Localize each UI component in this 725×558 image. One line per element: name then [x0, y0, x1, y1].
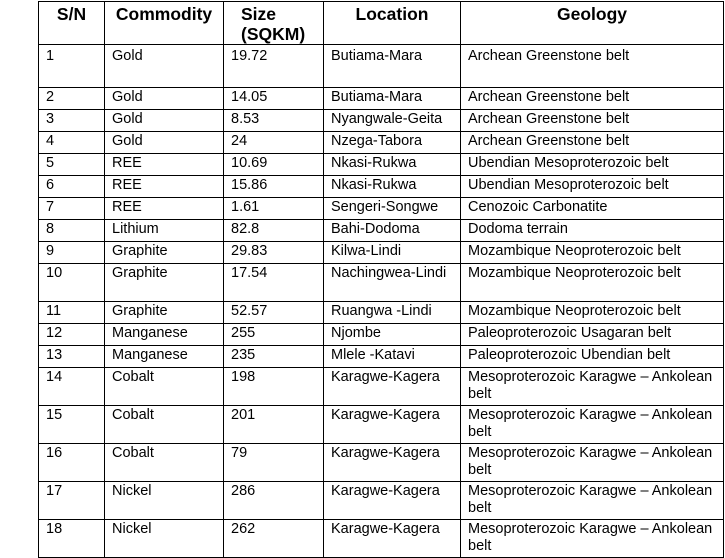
- cell-sn: 9: [39, 242, 105, 264]
- cell-geology: Mesoproterozoic Karagwe – Ankolean belt: [461, 520, 724, 558]
- cell-size: 19.72: [224, 45, 324, 88]
- cell-size: 52.57: [224, 302, 324, 324]
- cell-size: 29.83: [224, 242, 324, 264]
- cell-sn: 1: [39, 45, 105, 88]
- table-row: [39, 154, 724, 176]
- cell-location: Karagwe-Kagera: [324, 368, 461, 406]
- cell-commodity: Gold: [105, 88, 224, 110]
- header-size-line1: Size: [241, 4, 277, 24]
- cell-sn: 15: [39, 406, 105, 444]
- cell-sn: 11: [39, 302, 105, 324]
- table-row: [39, 220, 724, 242]
- cell-commodity: Lithium: [105, 220, 224, 242]
- cell-commodity: Manganese: [105, 324, 224, 346]
- table-row: [39, 110, 724, 132]
- cell-size: 24: [224, 132, 324, 154]
- cell-size: 262: [224, 520, 324, 558]
- table-row: [39, 132, 724, 154]
- cell-geology: Archean Greenstone belt: [461, 45, 724, 88]
- table-row: [39, 302, 724, 324]
- header-location: Location: [324, 2, 461, 45]
- cell-geology: Mesoproterozoic Karagwe – Ankolean belt: [461, 368, 724, 406]
- cell-commodity: Cobalt: [105, 368, 224, 406]
- cell-commodity: Gold: [105, 110, 224, 132]
- cell-size: 8.53: [224, 110, 324, 132]
- cell-location: Mlele -Katavi: [324, 346, 461, 368]
- cell-size: 235: [224, 346, 324, 368]
- cell-size: 10.69: [224, 154, 324, 176]
- table-row: [39, 264, 724, 302]
- cell-location: Sengeri-Songwe: [324, 198, 461, 220]
- table-row: [39, 45, 724, 88]
- cell-geology: Mesoproterozoic Karagwe – Ankolean belt: [461, 444, 724, 482]
- cell-commodity: Graphite: [105, 242, 224, 264]
- cell-sn: 12: [39, 324, 105, 346]
- cell-sn: 3: [39, 110, 105, 132]
- cell-size: 198: [224, 368, 324, 406]
- cell-commodity: Cobalt: [105, 444, 224, 482]
- cell-sn: 13: [39, 346, 105, 368]
- cell-geology: Ubendian Mesoproterozoic belt: [461, 176, 724, 198]
- table-row: [39, 406, 724, 444]
- cell-sn: 2: [39, 88, 105, 110]
- cell-commodity: Nickel: [105, 520, 224, 558]
- cell-size: 1.61: [224, 198, 324, 220]
- cell-commodity: REE: [105, 176, 224, 198]
- cell-sn: 16: [39, 444, 105, 482]
- cell-commodity: REE: [105, 154, 224, 176]
- cell-geology: Ubendian Mesoproterozoic belt: [461, 154, 724, 176]
- header-sn: S/N: [39, 2, 105, 45]
- cell-size: 17.54: [224, 264, 324, 302]
- cell-sn: 17: [39, 482, 105, 520]
- cell-location: Nyangwale-Geita: [324, 110, 461, 132]
- cell-commodity: REE: [105, 198, 224, 220]
- cell-location: Nzega-Tabora: [324, 132, 461, 154]
- cell-sn: 6: [39, 176, 105, 198]
- cell-geology: Archean Greenstone belt: [461, 110, 724, 132]
- cell-location: Njombe: [324, 324, 461, 346]
- cell-location: Butiama-Mara: [324, 88, 461, 110]
- cell-sn: 4: [39, 132, 105, 154]
- cell-location: Karagwe-Kagera: [324, 482, 461, 520]
- table-row: [39, 198, 724, 220]
- header-size: [224, 2, 324, 45]
- cell-location: Kilwa-Lindi: [324, 242, 461, 264]
- cell-commodity: Manganese: [105, 346, 224, 368]
- table-header-row: [39, 2, 724, 45]
- table-body: [39, 45, 724, 558]
- cell-commodity: Cobalt: [105, 406, 224, 444]
- cell-geology: Dodoma terrain: [461, 220, 724, 242]
- cell-sn: 7: [39, 198, 105, 220]
- cell-size: 79: [224, 444, 324, 482]
- cell-commodity: Gold: [105, 45, 224, 88]
- table-row: [39, 482, 724, 520]
- cell-geology: Paleoproterozoic Ubendian belt: [461, 346, 724, 368]
- table-row: [39, 242, 724, 264]
- table-row: [39, 520, 724, 558]
- cell-commodity: Gold: [105, 132, 224, 154]
- cell-geology: Mozambique Neoproterozoic belt: [461, 242, 724, 264]
- table-row: [39, 444, 724, 482]
- cell-location: Nachingwea-Lindi: [324, 264, 461, 302]
- cell-sn: 18: [39, 520, 105, 558]
- cell-location: Butiama-Mara: [324, 45, 461, 88]
- cell-size: 201: [224, 406, 324, 444]
- cell-geology: Cenozoic Carbonatite: [461, 198, 724, 220]
- cell-sn: 10: [39, 264, 105, 302]
- cell-size: 286: [224, 482, 324, 520]
- cell-commodity: Graphite: [105, 264, 224, 302]
- table-row: [39, 368, 724, 406]
- cell-location: Karagwe-Kagera: [324, 444, 461, 482]
- cell-geology: Archean Greenstone belt: [461, 132, 724, 154]
- cell-location: Nkasi-Rukwa: [324, 154, 461, 176]
- cell-commodity: Graphite: [105, 302, 224, 324]
- cell-size: 255: [224, 324, 324, 346]
- header-size-line2: (SQKM): [241, 24, 306, 44]
- table-row: [39, 176, 724, 198]
- cell-location: Karagwe-Kagera: [324, 406, 461, 444]
- cell-geology: Mozambique Neoproterozoic belt: [461, 264, 724, 302]
- cell-size: 82.8: [224, 220, 324, 242]
- cell-geology: Archean Greenstone belt: [461, 88, 724, 110]
- cell-commodity: Nickel: [105, 482, 224, 520]
- cell-geology: Mesoproterozoic Karagwe – Ankolean belt: [461, 406, 724, 444]
- header-commodity: Commodity: [105, 2, 224, 45]
- header-geology: Geology: [461, 2, 724, 45]
- commodity-table: [38, 1, 724, 558]
- cell-geology: Mesoproterozoic Karagwe – Ankolean belt: [461, 482, 724, 520]
- cell-location: Nkasi-Rukwa: [324, 176, 461, 198]
- cell-sn: 8: [39, 220, 105, 242]
- cell-size: 14.05: [224, 88, 324, 110]
- cell-geology: Paleoproterozoic Usagaran belt: [461, 324, 724, 346]
- cell-sn: 5: [39, 154, 105, 176]
- cell-size: 15.86: [224, 176, 324, 198]
- cell-sn: 14: [39, 368, 105, 406]
- cell-geology: Mozambique Neoproterozoic belt: [461, 302, 724, 324]
- table-row: [39, 324, 724, 346]
- table-row: [39, 346, 724, 368]
- cell-location: Bahi-Dodoma: [324, 220, 461, 242]
- cell-location: Karagwe-Kagera: [324, 520, 461, 558]
- cell-location: Ruangwa -Lindi: [324, 302, 461, 324]
- table-row: [39, 88, 724, 110]
